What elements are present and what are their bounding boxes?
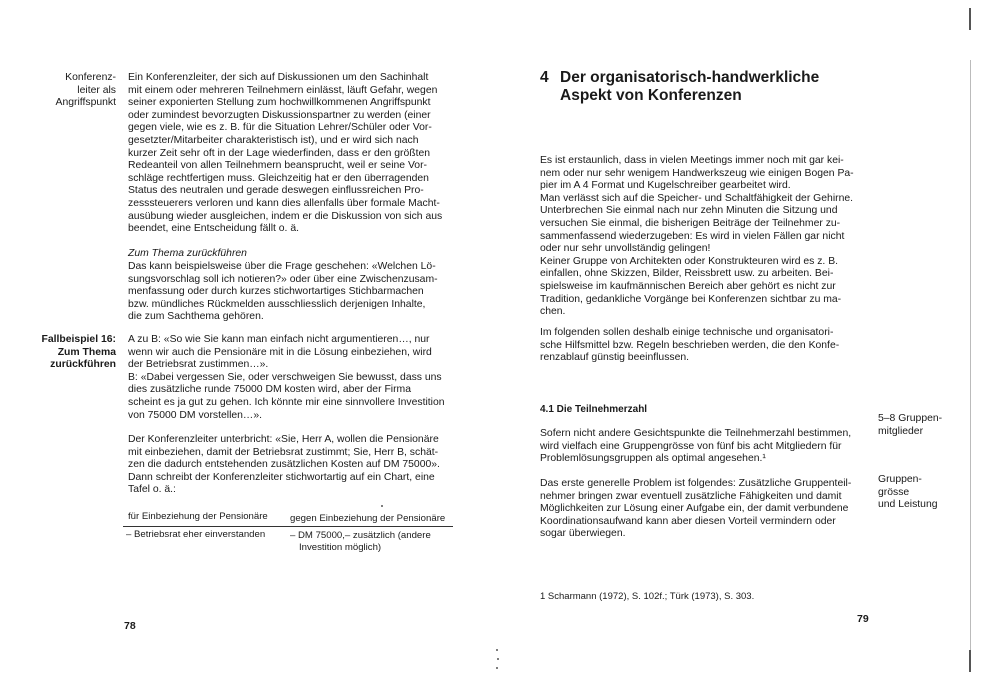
margin-note-group-members: 5–8 Gruppen- mitglieder <box>878 413 943 437</box>
margin-note-case-example: Fallbeispiel 16: Zum Thema zurückführen <box>41 334 116 371</box>
section-heading: 4.1 Die Teilnehmerzahl <box>540 404 648 415</box>
scan-edge-line <box>969 8 971 30</box>
chapter-number: 4 <box>540 69 549 86</box>
right-paragraph-4: Das erste generelle Problem ist folgendes: Zusätzliche Gruppenteil- nehmer bringen zwar eventuell zusätzliche Fähigkeiten und damit Möglichkeiten zur Lösung einer Aufgabe ein, der damit verbundene Koordinationsaufwand kann aber diesen Vorteil vermindern oder sogar überwiegen. <box>540 478 852 540</box>
print-speck <box>381 505 383 507</box>
gutter-mark <box>496 667 498 669</box>
right-paragraph-3: Sofern nicht andere Gesichtspunkte die Teilnehmerzahl bestimmen, wird vielfach eine Gruppengrösse von fünf bis acht Mitgliedern für Problemlösungsgruppen als optimal angesehen.¹ <box>540 428 852 465</box>
right-paragraph-1: Es ist erstaunlich, dass in vielen Meetings immer noch mit gar kei- nem oder nur sehr wenigem Handwerkszeug wie einigen Bogen Pa- pier im A 4 Format und Kugelschreiber gearbeitet wird. Man verlässt sich auf die Speicher- und Schaltfähigkeit der Gehirne. Unterbrechen Sie einmal nach nur zehn Minuten die Sitzung und versuchen Sie einmal, die bisherigen Beiträge der Teilnehmer zu- sammenfassend wiederzugeben: Es wird in vielen Fällen gar nicht oder nur sehr unvollständig gelingen! Keiner Gruppe von Architekten oder Konstrukteuren wird es z. B. einfallen, ohne Skizzen, Bilder, Reissbrett usw. zu arbeiten. Bei- spielsweise im kaufmännischen Bereich aber gehört es nicht zur Tradition, gedankliche Vorgänge bei Konferenzen sichtbar zu ma- chen. <box>540 155 854 318</box>
chapter-heading: 4 Der organisatorisch-handwerkliche Aspekt von Konferenzen <box>540 69 820 104</box>
footnote: 1 Scharmann (1972), S. 102f.; Türk (1973), S. 303. <box>540 591 755 602</box>
gutter-mark <box>497 658 499 660</box>
margin-note-group-size: Gruppen- grösse und Leistung <box>878 474 938 511</box>
left-paragraph-2: Das kann beispielsweise über die Frage geschehen: «Welchen Lö- sungsvorschlag soll ich notieren?» oder über eine Zwischenzusam- menfassung oder durch kurzes stichwortartiges Stichbarmachen bzw. mündliches Rückmelden ausschliesslich derjenigen Inhalte, die zum Sachthema gehören. <box>128 261 438 323</box>
page-number-right: 79 <box>857 613 869 625</box>
left-paragraph-1: Ein Konferenzleiter, der sich auf Diskussionen um den Sachinhalt mit einem oder mehreren Teilnehmern einlässt, läuft Gefahr, wegen seiner exponierten Stellung zum hochwillkommenen Angriffspunkt oder zumindest bevorzugten Diskussionspartner zu werden (einer gegen viele, wie es z. B. für die Situation Lehrer/Schüler oder Vor- gesetzter/Mitarbeiter charakteristisch ist), und er wird sich nach kurzer Zeit sehr oft in der Lage wiederfinden, dass er den größten Redeanteil von allen Teilnehmern beansprucht, weil er seine Vor- schläge rechtfertigen muss. Gleichzeitig hat er den überragenden Status des neutralen und gerade deswegen einflussreichen Pro- zesssteuerers verloren und kann dies allenfalls über formale Macht- ausübung wieder ausgleichen, indem er die Diskussion von sich aus beendet, eine Entscheidung fällt o. ä. <box>128 72 443 235</box>
table-header-against: gegen Einbeziehung der Pensionäre <box>290 513 446 524</box>
left-paragraph-3: A zu B: «So wie Sie kann man einfach nicht argumentieren…, nur wenn wir auch die Pensionäre mit in die Lösung einbeziehen, wird der Betriebsrat zustimmen…». B: «Dabei vergessen Sie, oder verschweigen Sie bewusst, dass uns dies zusätzliche runde 75000 DM kosten wird, aber der Firma scheint es ja gut zu gehen. Ich könnte mir eine sinnvollere Investition von 75000 DM vorstellen…». <box>128 334 445 421</box>
right-paragraph-2: Im folgenden sollen deshalb einige technische und organisatori- sche Hilfsmittel bzw. Regeln beschrieben werden, die den Konfe- renzablauf günstig beeinflussen. <box>540 327 840 364</box>
gutter-mark <box>496 649 498 651</box>
page-number-left: 78 <box>124 620 136 632</box>
table-rule <box>123 526 453 527</box>
scan-edge-line <box>970 60 971 660</box>
left-paragraph-4: Der Konferenzleiter unterbricht: «Sie, Herr A, wollen die Pensionäre mit einbeziehen, damit der Betriebsrat zustimmt; Sie, Herr B, schät- zen die dadurch entstehenden zusätzlichen Kosten auf DM 75000». Dann schreibt der Konferenzleiter stichwortartig auf ein Chart, eine Tafel o. ä.: <box>128 434 440 496</box>
table-cell-against: – DM 75000,– zusätzlich (andere Investition möglich) <box>290 530 431 553</box>
subheading-back-to-topic: Zum Thema zurückführen <box>128 248 247 259</box>
scan-edge-line <box>969 650 971 672</box>
table-cell-for: – Betriebsrat eher einverstanden <box>126 529 266 540</box>
margin-note-conference-leader: Konferenz- leiter als Angriffspunkt <box>55 72 116 109</box>
table-header-for: für Einbeziehung der Pensionäre <box>128 511 268 522</box>
